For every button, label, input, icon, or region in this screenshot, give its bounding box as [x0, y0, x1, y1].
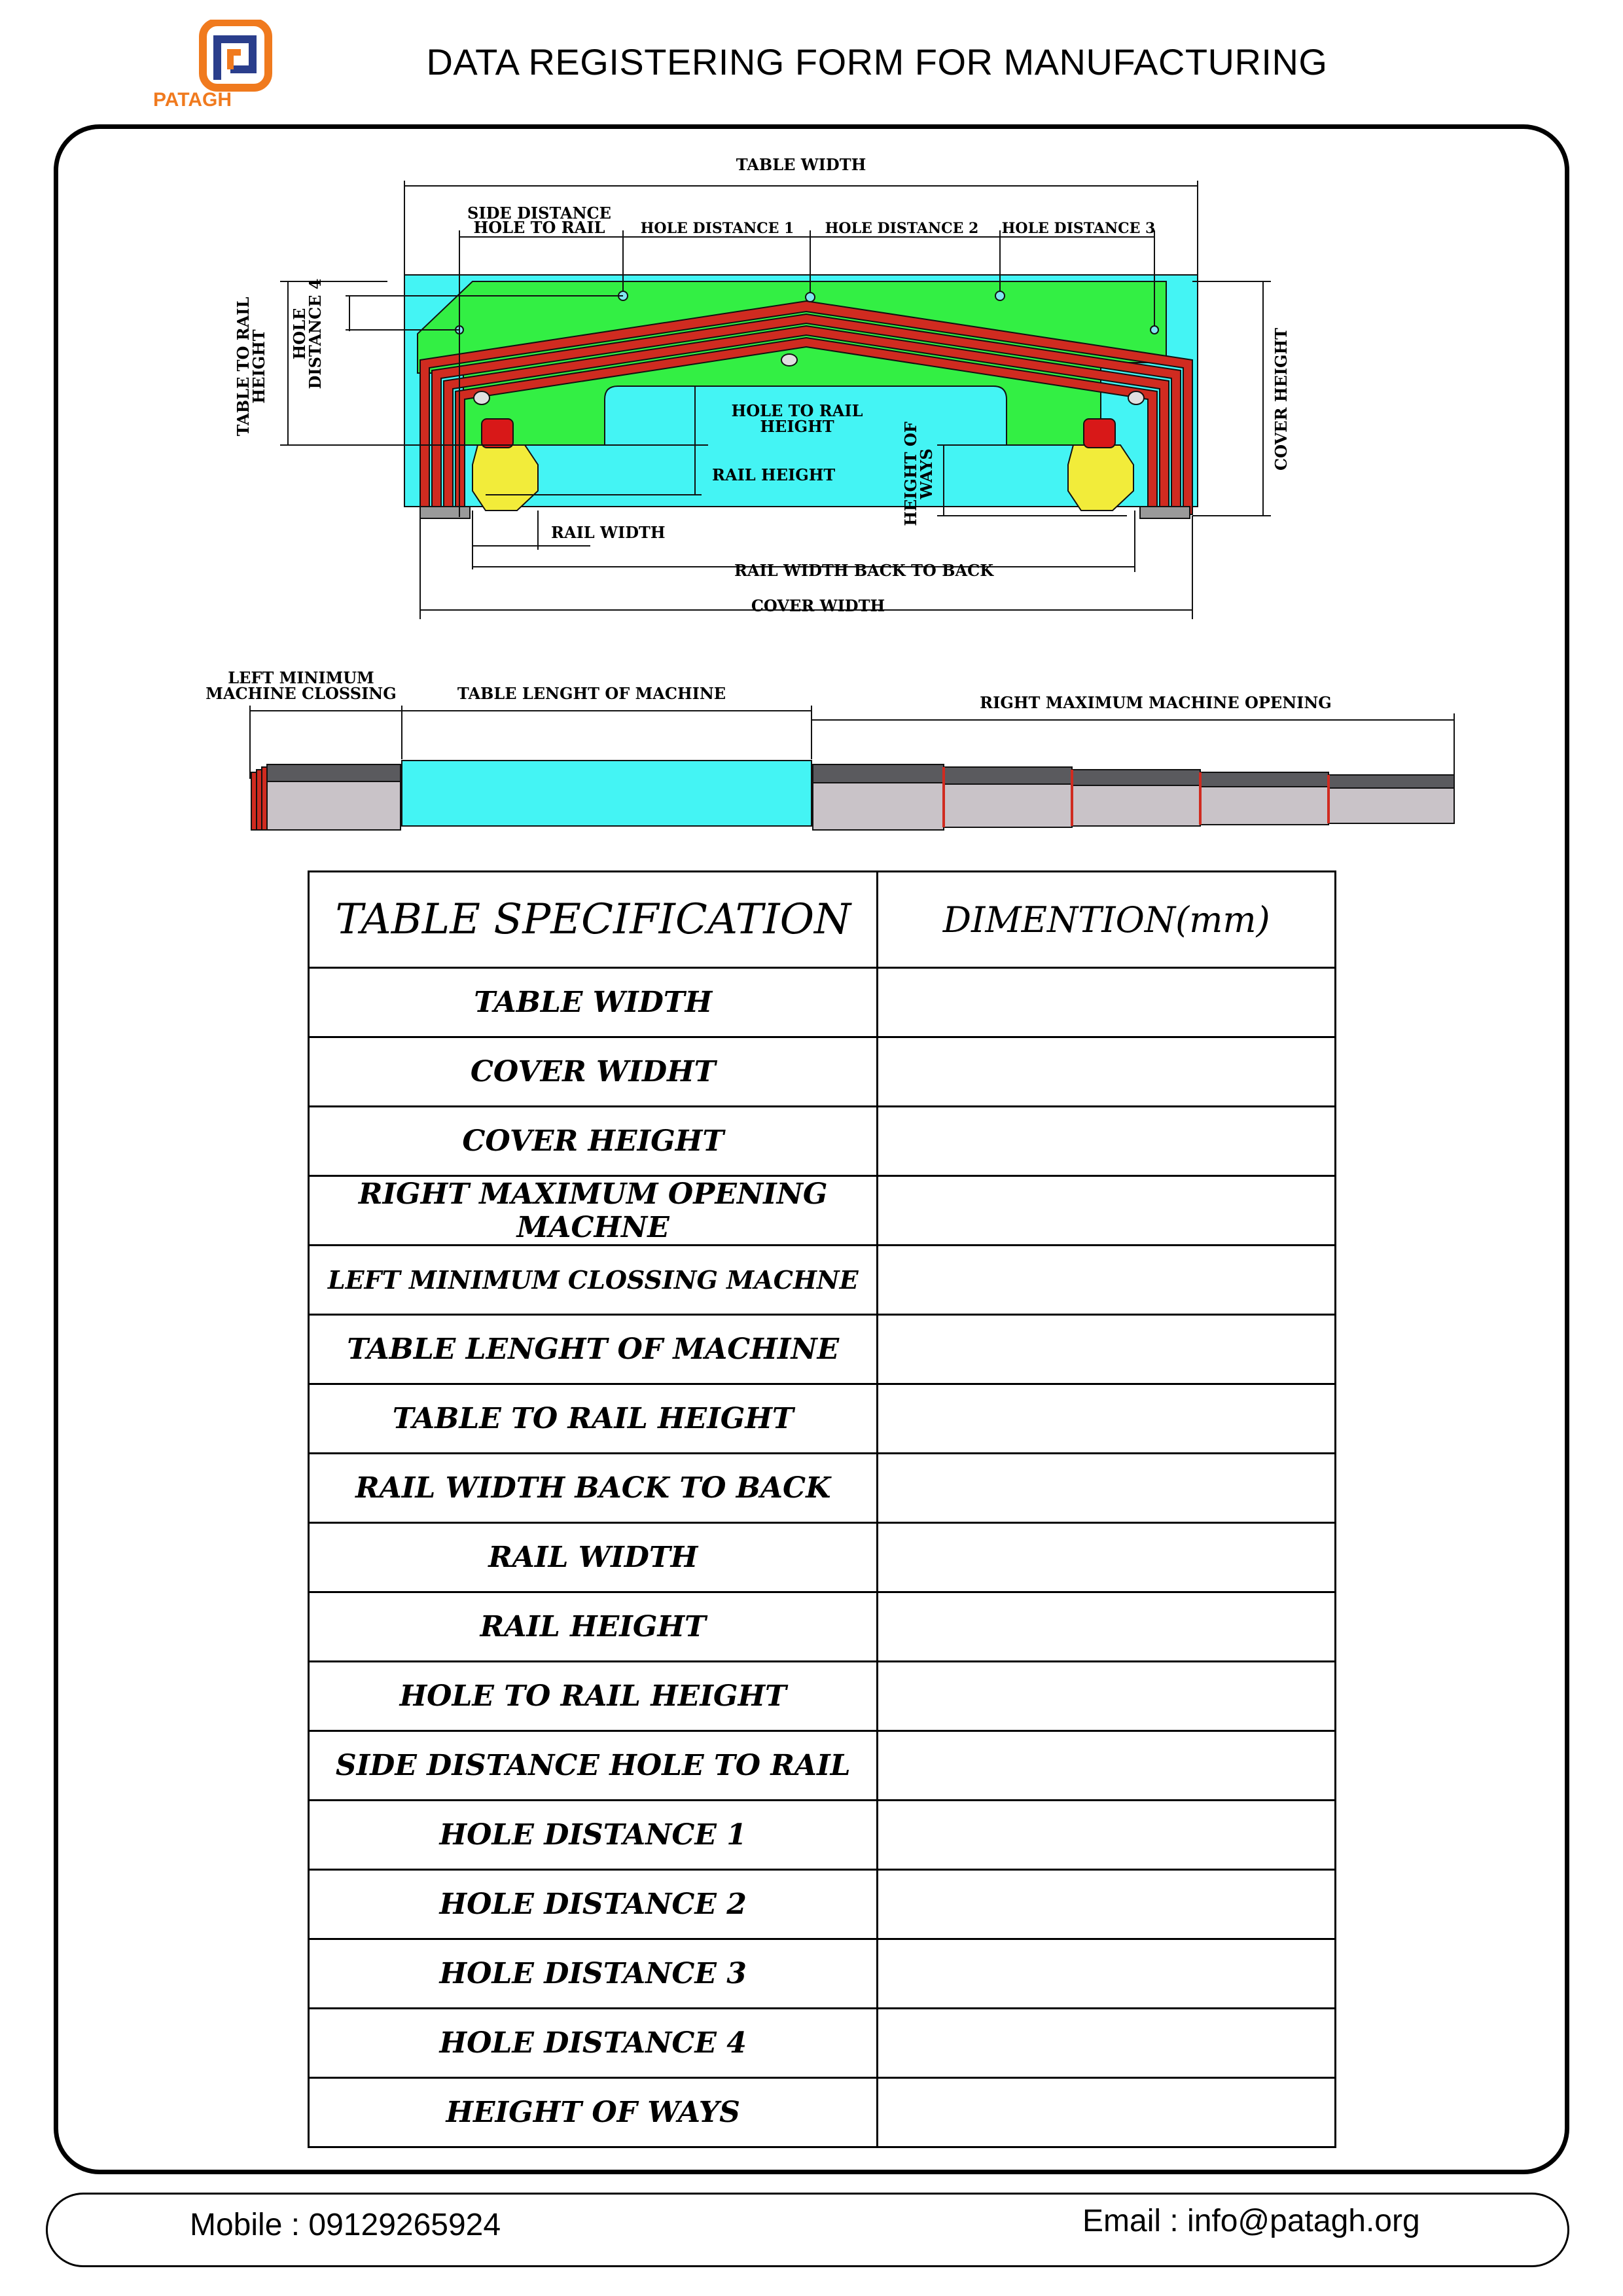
- dimension-input[interactable]: [878, 1592, 1336, 1662]
- label-side-distance: SIDE DISTANCE: [467, 204, 611, 223]
- dimension-input[interactable]: [878, 1246, 1336, 1315]
- table-row: [309, 1246, 1336, 1315]
- patagh-logo: [149, 20, 293, 118]
- row-label: TABLE LENGHT OF MACHINE: [309, 1315, 878, 1384]
- dimension-input[interactable]: [878, 1107, 1336, 1176]
- spec-table: [308, 870, 1336, 2148]
- table-row: [309, 1315, 1336, 1384]
- header-spec: TABLE SPECIFICATION: [309, 872, 878, 968]
- row-label: RIGHT MAXIMUM OPENING MACHNE: [309, 1176, 878, 1246]
- label-table-width: TABLE WIDTH: [736, 155, 866, 174]
- row-label: RAIL HEIGHT: [309, 1592, 878, 1662]
- row-label: COVER WIDHT: [309, 1037, 878, 1107]
- row-label: HOLE DISTANCE 1: [309, 1801, 878, 1870]
- table-row: [309, 1870, 1336, 1939]
- row-label: HEIGHT OF WAYS: [309, 2078, 878, 2147]
- label-hole-distance-3: HOLE DISTANCE 3: [1001, 220, 1156, 237]
- dimension-input[interactable]: [878, 968, 1336, 1037]
- dimension-input[interactable]: [878, 2078, 1336, 2147]
- label-height-of-ways-2: WAYS: [917, 448, 936, 499]
- dimension-input[interactable]: [878, 1037, 1336, 1107]
- label-hole-to-rail-height-2: HEIGHT: [760, 417, 834, 436]
- dimension-input[interactable]: [878, 1384, 1336, 1454]
- dimension-input[interactable]: [878, 1523, 1336, 1592]
- dimension-input[interactable]: [878, 1315, 1336, 1384]
- table-row: [309, 1592, 1336, 1662]
- row-label: RAIL WIDTH BACK TO BACK: [309, 1454, 878, 1523]
- row-label: LEFT MINIMUM CLOSSING MACHNE: [309, 1246, 878, 1315]
- table-row: [309, 1939, 1336, 2009]
- dimension-input[interactable]: [878, 1939, 1336, 2009]
- table-row: [309, 1107, 1336, 1176]
- label-hole-distance-2: HOLE DISTANCE 2: [825, 220, 979, 237]
- row-label: TABLE TO RAIL HEIGHT: [309, 1384, 878, 1454]
- label-table-to-rail-2: HEIGHT: [249, 329, 268, 404]
- row-label: HOLE DISTANCE 4: [309, 2009, 878, 2078]
- label-hole-to-rail: HOLE TO RAIL: [473, 218, 605, 237]
- row-label: COVER HEIGHT: [309, 1107, 878, 1176]
- dimension-input[interactable]: [878, 1176, 1336, 1246]
- label-rail-height: RAIL HEIGHT: [712, 465, 836, 484]
- label-cover-width: COVER WIDTH: [751, 596, 885, 615]
- label-hole-distance-4-2: DISTANCE 4: [306, 278, 325, 389]
- label-cover-height: COVER HEIGHT: [1272, 327, 1291, 471]
- label-left-min: LEFT MINIMUM: [228, 668, 374, 687]
- label-left-min-2: MACHINE CLOSSING: [205, 684, 397, 703]
- label-hole-to-rail-height: HOLE TO RAIL: [731, 401, 863, 420]
- footer-email[interactable]: Email : info@patagh.org: [1082, 2204, 1420, 2238]
- dimension-input[interactable]: [878, 1662, 1336, 1731]
- table-row: [309, 2078, 1336, 2147]
- dimension-input[interactable]: [878, 2009, 1336, 2078]
- row-label: HOLE DISTANCE 3: [309, 1939, 878, 2009]
- label-table-to-rail: TABLE TO RAIL: [234, 296, 253, 437]
- row-label: HOLE TO RAIL HEIGHT: [309, 1662, 878, 1731]
- label-hole-distance-1: HOLE DISTANCE 1: [640, 220, 794, 237]
- label-right-max: RIGHT MAXIMUM MACHINE OPENING: [980, 693, 1332, 712]
- table-row: [309, 1176, 1336, 1246]
- label-rail-width-b2b: RAIL WIDTH BACK TO BACK: [734, 561, 994, 580]
- table-row: [309, 1801, 1336, 1870]
- table-row: [309, 1454, 1336, 1523]
- row-label: TABLE WIDTH: [309, 968, 878, 1037]
- table-row: [309, 1523, 1336, 1592]
- label-table-length: TABLE LENGHT OF MACHINE: [457, 684, 726, 703]
- cross-section-diagram: [54, 124, 1569, 877]
- dimension-input[interactable]: [878, 1801, 1336, 1870]
- footer-mobile: Mobile : 09129265924: [190, 2208, 501, 2242]
- label-hole-distance-4: HOLE: [290, 308, 309, 360]
- logo-wordmark: PATAGH: [153, 89, 232, 111]
- table-row: [309, 968, 1336, 1037]
- table-row: [309, 2009, 1336, 2078]
- header-dim: DIMENTION(mm): [878, 872, 1336, 968]
- row-label: HOLE DISTANCE 2: [309, 1870, 878, 1939]
- page-title: DATA REGISTERING FORM FOR MANUFACTURING: [426, 41, 1328, 82]
- row-label: RAIL WIDTH: [309, 1523, 878, 1592]
- dimension-input[interactable]: [878, 1454, 1336, 1523]
- dimension-input[interactable]: [878, 1870, 1336, 1939]
- row-label: SIDE DISTANCE HOLE TO RAIL: [309, 1731, 878, 1801]
- label-rail-width: RAIL WIDTH: [551, 523, 666, 542]
- side-view: [251, 761, 1454, 830]
- dimension-input[interactable]: [878, 1731, 1336, 1801]
- table-row: [309, 1662, 1336, 1731]
- spec-table-header: [309, 872, 1336, 968]
- label-height-of-ways: HEIGHT OF: [901, 422, 920, 526]
- table-row: [309, 1384, 1336, 1454]
- table-row: [309, 1731, 1336, 1801]
- table-row: [309, 1037, 1336, 1107]
